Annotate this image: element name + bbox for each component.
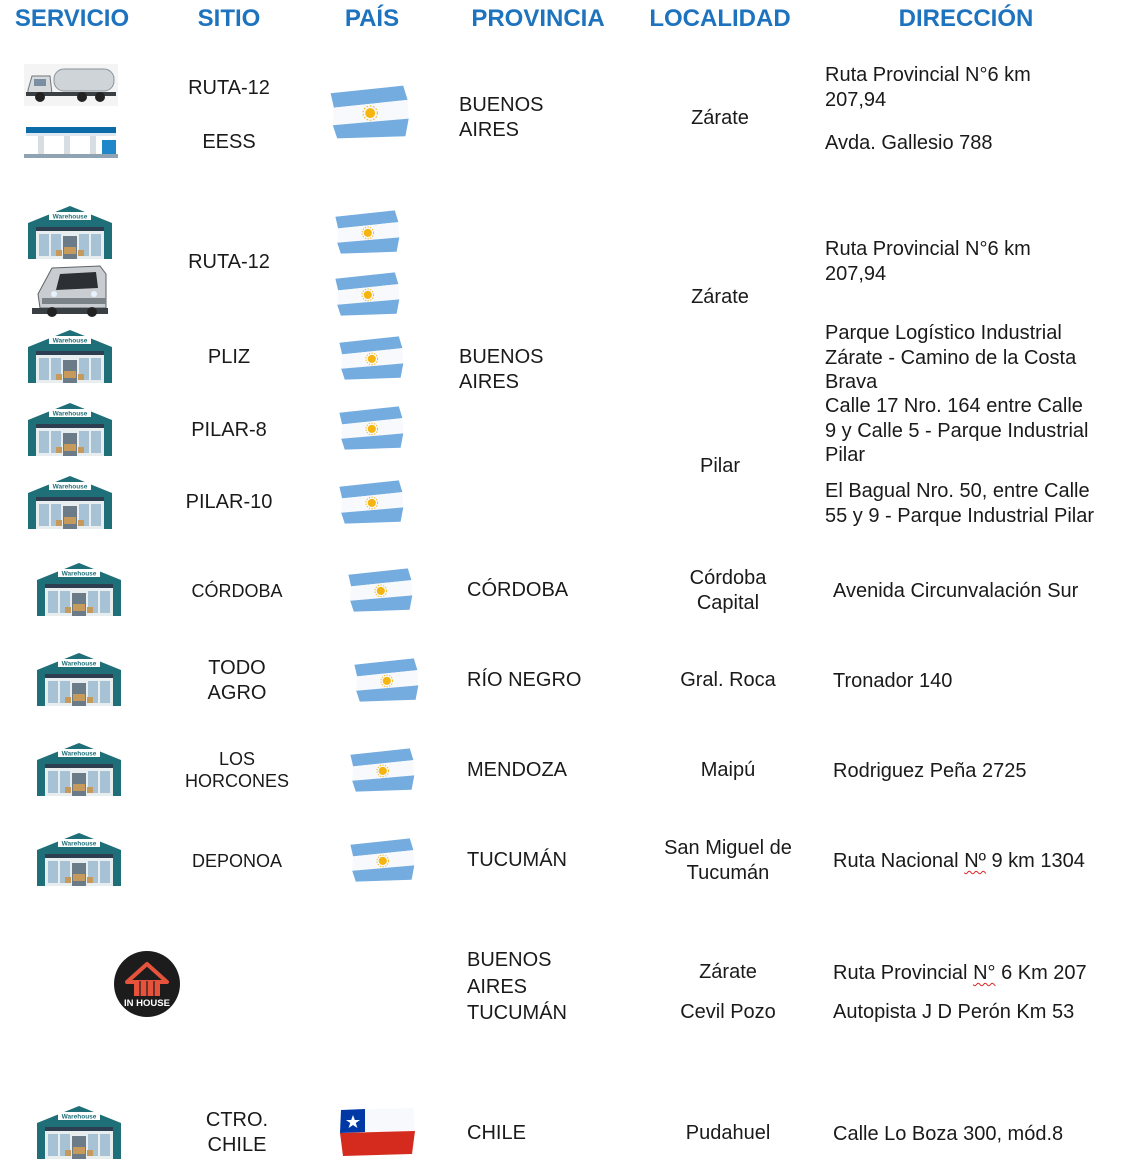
- direccion-inhouse-2: Autopista J D Perón Km 53: [833, 1001, 1075, 1023]
- in-house-label: IN HOUSE: [124, 998, 170, 1009]
- header-sitio: SITIO: [197, 5, 261, 32]
- warehouse-icon: [22, 327, 118, 385]
- warehouse-icon: [22, 400, 118, 458]
- provincia-tucuman: TUCUMÁN: [467, 849, 567, 871]
- argentina-flag-icon: [324, 82, 412, 142]
- provincia-buenos-aires-2: BUENOS AIRES: [459, 346, 544, 393]
- provincia-chile: CHILE: [467, 1122, 526, 1144]
- provincia-mendoza: MENDOZA: [467, 759, 567, 781]
- argentina-flag-icon: [345, 746, 417, 794]
- warehouse-icon: [31, 1103, 127, 1161]
- sitio-todo-agro: TODO AGRO: [207, 657, 267, 704]
- argentina-flag-icon: [349, 656, 421, 704]
- localidad-gral-roca: Gral. Roca: [680, 669, 776, 691]
- argentina-flag-icon: [334, 404, 406, 452]
- argentina-flag-icon: [345, 836, 417, 884]
- provincia-cordoba: CÓRDOBA: [467, 579, 569, 601]
- sitio-pilar-8: PILAR-8: [191, 419, 267, 441]
- chile-flag-icon: [337, 1106, 417, 1158]
- warehouse-icon: [22, 473, 118, 531]
- sitio-ruta-12: RUTA-12: [188, 251, 270, 273]
- header-provincia: PROVINCIA: [471, 5, 605, 32]
- provincia-inhouse: BUENOS AIRES TUCUMÁN: [467, 949, 567, 1024]
- localidad-cordoba-capital: Córdoba Capital: [689, 567, 767, 614]
- argentina-flag-icon: [343, 566, 415, 614]
- sitio-deponoa: DEPONOA: [191, 851, 283, 871]
- argentina-flag-icon: [334, 478, 406, 526]
- direccion-inhouse-1: Ruta Provincial N° 6 Km 207: [833, 962, 1087, 984]
- localidad-cevil-pozo: Cevil Pozo: [680, 1001, 776, 1023]
- warehouse-icon: [31, 650, 127, 708]
- localidad-san-miguel: San Miguel de Tucumán: [664, 837, 792, 884]
- direccion-cordoba: Avenida Circunvalación Sur: [833, 580, 1079, 602]
- sitio-los-horcones: LOS HORCONES: [184, 749, 289, 791]
- argentina-flag-icon: [330, 270, 402, 318]
- warehouse-icon: [31, 740, 127, 798]
- sitio-ruta-12-tanker: RUTA-12: [188, 77, 270, 99]
- tanker-truck-icon: [24, 64, 118, 106]
- header-localidad: LOCALIDAD: [649, 5, 791, 32]
- provincia-buenos-aires-1: BUENOS AIRES: [459, 94, 544, 141]
- direccion-pliz: Parque Logístico Industrial Zárate - Camino de la Costa Brava: [825, 322, 1077, 393]
- provincia-rio-negro: RÍO NEGRO: [467, 669, 582, 691]
- direccion-ruta-provincial-1: Ruta Provincial N°6 km 207,94: [825, 64, 1031, 111]
- in-house-icon: [113, 950, 181, 1018]
- localidad-maipu: Maipú: [700, 759, 756, 781]
- direccion-gallesio: Avda. Gallesio 788: [825, 132, 993, 154]
- header-pais: PAÍS: [344, 5, 400, 32]
- argentina-flag-icon: [334, 334, 406, 382]
- direccion-tucuman: Ruta Nacional Nº 9 km 1304: [833, 850, 1085, 872]
- localidad-zarate-3: Zárate: [699, 961, 757, 983]
- direccion-pilar-8: Calle 17 Nro. 164 entre Calle 9 y Calle 5 - Parque Industrial Pilar: [825, 395, 1089, 466]
- sitio-cordoba: CÓRDOBA: [191, 581, 283, 601]
- localidad-pudahuel: Pudahuel: [685, 1122, 771, 1144]
- localidad-zarate-2: Zárate: [691, 286, 749, 308]
- header-servicio: SERVICIO: [14, 5, 130, 32]
- direccion-mendoza: Rodriguez Peña 2725: [833, 760, 1027, 782]
- truck-icon: [30, 264, 110, 318]
- sitio-pilar-10: PILAR-10: [185, 491, 273, 513]
- direccion-pilar-10: El Bagual Nro. 50, entre Calle 55 y 9 - Parque Industrial Pilar: [825, 480, 1095, 527]
- direccion-rio-negro: Tronador 140: [833, 670, 953, 692]
- sitio-ctro-chile: CTRO. CHILE: [205, 1109, 269, 1156]
- sitio-eess: EESS: [202, 131, 256, 153]
- sitio-pliz: PLIZ: [207, 346, 251, 368]
- direccion-ruta-provincial-2: Ruta Provincial N°6 km 207,94: [825, 238, 1031, 285]
- warehouse-icon: [22, 203, 118, 261]
- argentina-flag-icon: [330, 208, 402, 256]
- localidad-pilar: Pilar: [699, 455, 740, 477]
- localidad-zarate-1: Zárate: [691, 107, 749, 129]
- warehouse-icon: [31, 830, 127, 888]
- header-direccion: DIRECCIÓN: [898, 5, 1034, 32]
- direccion-chile: Calle Lo Boza 300, mód.8: [833, 1123, 1064, 1145]
- gas-station-icon: [24, 124, 118, 158]
- warehouse-icon: [31, 560, 127, 618]
